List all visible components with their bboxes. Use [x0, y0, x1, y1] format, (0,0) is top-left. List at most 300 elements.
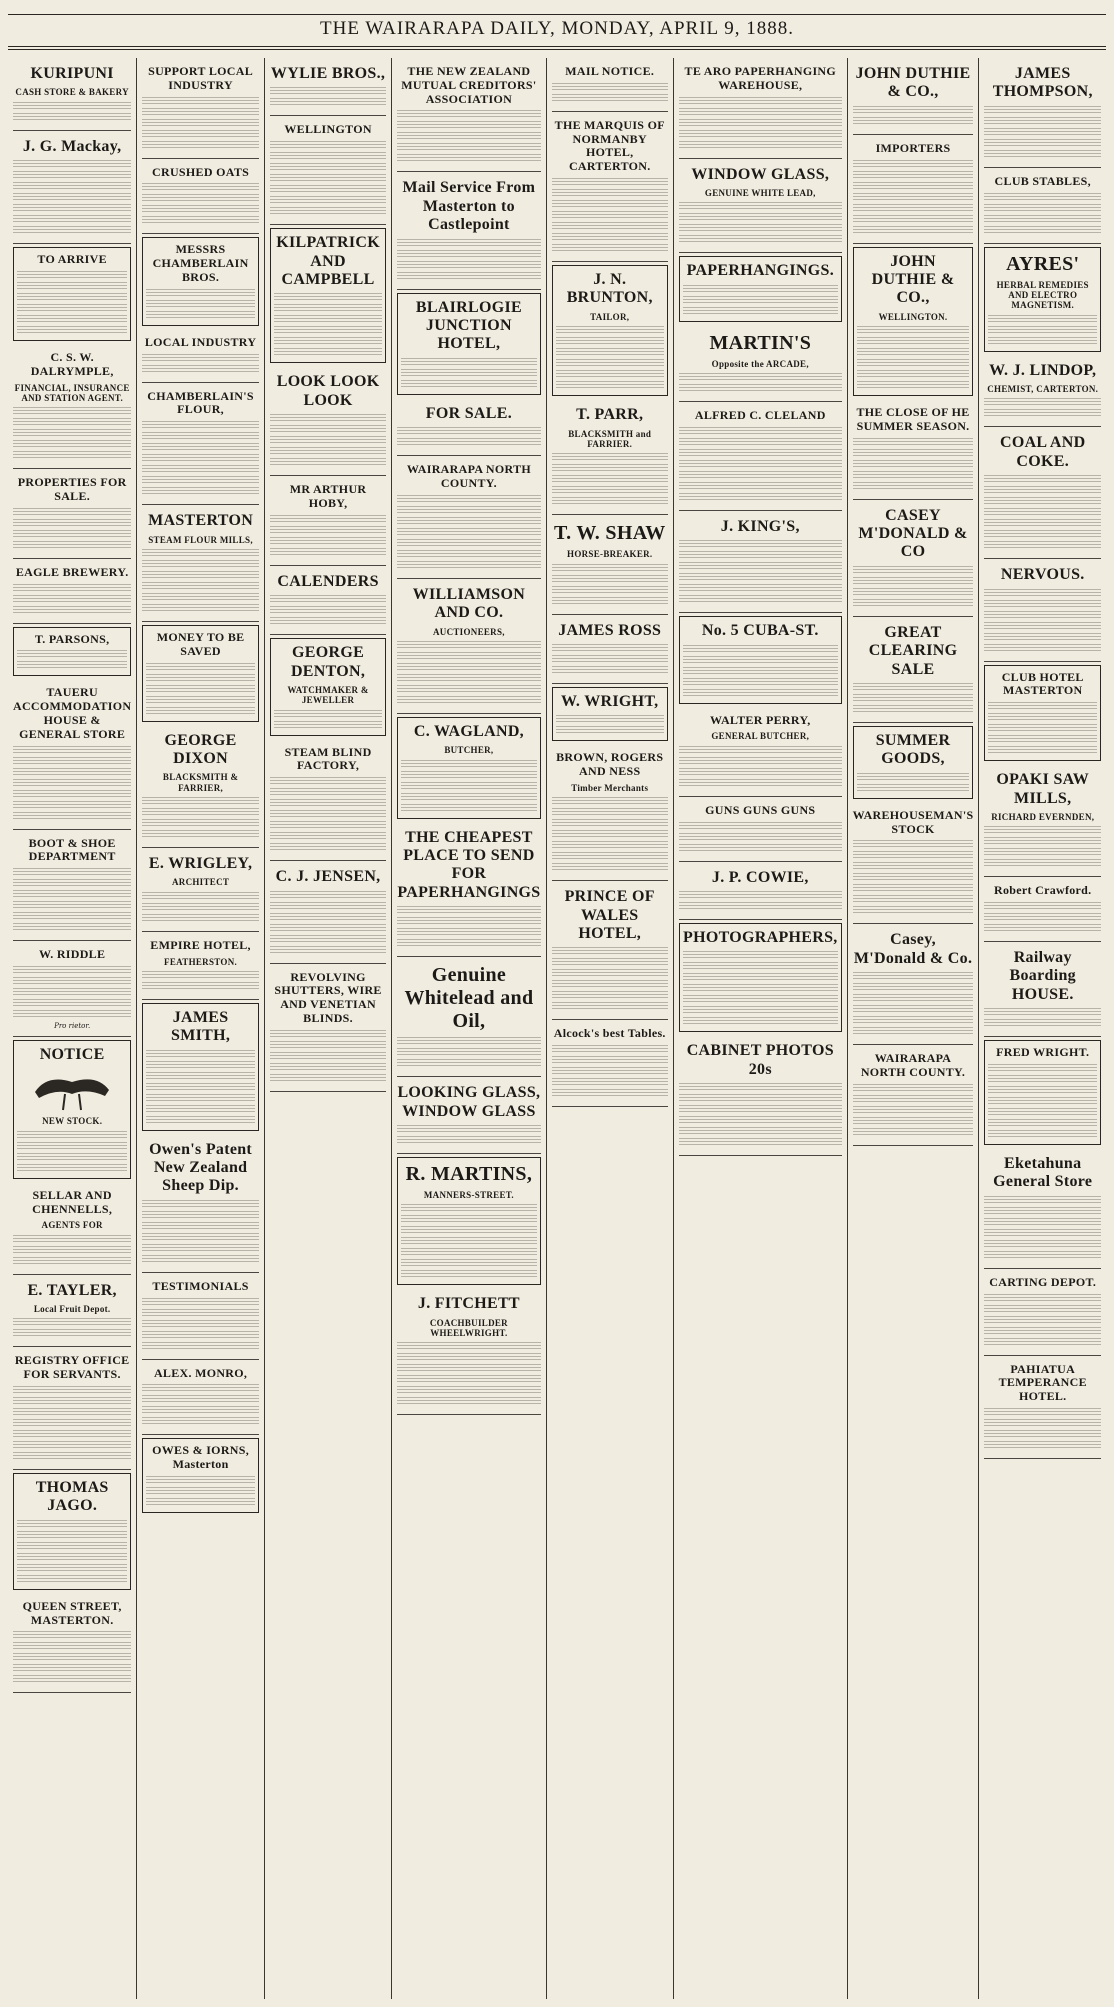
advertisement-headline: PAHIATUA TEMPERANCE HOTEL. — [998, 1361, 1087, 1404]
advertisement-body-text — [853, 226, 974, 235]
advertisement-body-text — [679, 213, 842, 222]
advertisement-body-text — [142, 97, 259, 106]
advertisement — [984, 764, 1101, 877]
advertisement-body-text — [401, 1270, 536, 1279]
advertisement-body-text — [552, 244, 669, 253]
advertisement-body-text — [984, 486, 1101, 495]
advertisement — [270, 116, 387, 225]
advertisement-body-text — [679, 562, 842, 571]
advertisement-body-text — [984, 589, 1101, 598]
advertisement-body-text — [853, 1106, 974, 1115]
advertisement-body-text — [552, 1078, 669, 1087]
advertisement — [984, 1148, 1101, 1269]
advertisement-headline: EAGLE BREWERY. — [15, 564, 129, 579]
advertisement-subheading: STEAM FLOUR MILLS, — [148, 534, 253, 545]
advertisement-body-text — [13, 451, 131, 460]
advertisement-body-text — [397, 550, 540, 559]
advertisement-body-text — [984, 1196, 1101, 1205]
advertisement-headline: JAMES ROSS — [558, 621, 662, 639]
advertisement-headline: TESTIMONIALS — [152, 1278, 249, 1293]
advertisement-body-text — [270, 946, 387, 955]
advertisement-body-text — [552, 222, 669, 231]
advertisement-body-text — [683, 645, 838, 654]
advertisement-body-text — [142, 797, 259, 806]
advertisement-body-text — [679, 1116, 842, 1125]
advertisement-headline: GEORGE DENTON, — [290, 644, 366, 680]
advertisement — [552, 515, 669, 614]
advertisement-body-text — [270, 458, 387, 467]
advertisement-body-text — [853, 994, 974, 1003]
advertisement-body-text — [146, 663, 255, 672]
advertisement-headline: No. 5 CUBA-ST. — [701, 622, 819, 640]
advertisement-body-text — [13, 1419, 131, 1428]
advertisement-body-text — [984, 1207, 1101, 1216]
advertisement-body-text — [679, 844, 842, 853]
advertisement-body-text — [984, 826, 1101, 835]
advertisement-body-text — [857, 381, 970, 390]
advertisement — [13, 830, 131, 942]
advertisement-body-text — [853, 566, 974, 575]
advertisement-subheading: CASH STORE & BAKERY — [15, 87, 129, 98]
advertisement-body-text — [552, 189, 669, 198]
advertisement-body-text — [984, 398, 1101, 407]
advertisement-body-text — [853, 694, 974, 703]
advertisement-body-text — [853, 577, 974, 586]
advertisement-body-text — [270, 414, 387, 423]
advertisement-body-text — [142, 830, 259, 839]
advertisement — [142, 58, 259, 159]
advertisement-headline: SUPPORT LOCAL INDUSTRY — [148, 64, 254, 92]
advertisement-body-text — [679, 97, 842, 106]
advertisement-subheading: COACHBUILDER WHEELWRIGHT. — [429, 1317, 508, 1338]
advertisement — [13, 131, 131, 244]
advertisement-body-text — [17, 315, 127, 324]
advertisement-body-text — [270, 788, 387, 797]
advertisement-body-text — [984, 633, 1101, 642]
advertisement-body-text — [984, 600, 1101, 609]
advertisement-body-text — [984, 1338, 1101, 1347]
advertisement-body-text — [142, 1200, 259, 1209]
advertisement — [552, 58, 669, 112]
advertisement-body-text — [397, 495, 540, 504]
advertisement-body-text — [988, 1119, 1097, 1128]
advertisement-body-text — [270, 436, 387, 445]
advertisement-headline: JAMES THOMPSON, — [992, 65, 1093, 101]
advertisement-headline: R. MARTINS, — [405, 1162, 533, 1185]
advertisement-body-text — [984, 150, 1101, 159]
advertisement-body-text — [142, 1211, 259, 1220]
advertisement-body-text — [142, 454, 259, 463]
advertisement-body-text — [142, 593, 259, 602]
advertisement-body-text — [146, 696, 255, 705]
advertisement-body-text — [988, 1130, 1097, 1139]
advertisement-body-text — [274, 326, 383, 335]
advertisement-body-text — [853, 482, 974, 491]
advertisement-subheading: CHEMIST, CARTERTON. — [987, 384, 1099, 394]
advertisement-body-text — [17, 1520, 127, 1529]
advertisement-body-text — [397, 110, 540, 119]
advertisement-body-text — [397, 272, 540, 281]
advertisement-body-text — [853, 182, 974, 191]
advertisement-body-text — [270, 207, 387, 216]
advertisement-body-text — [270, 526, 387, 535]
top-rule — [8, 14, 1106, 15]
advertisement-body-text — [401, 1259, 536, 1268]
advertisement-body-text — [679, 1105, 842, 1114]
advertisement-headline: TE ARO PAPERHANGING WAREHOUSE, — [684, 64, 837, 92]
advertisement-body-text — [270, 425, 387, 434]
advertisement-headline: C. S. W. DALRYMPLE, — [30, 349, 114, 378]
advertisement-body-text — [679, 460, 842, 469]
advertisement-headline: STEAM BLIND FACTORY, — [284, 744, 372, 773]
advertisement-body-text — [556, 337, 665, 346]
advertisement-body-text — [142, 487, 259, 496]
advertisement-body-text — [679, 573, 842, 582]
advertisement-body-text — [13, 801, 131, 810]
advertisement-body-text — [142, 205, 259, 214]
advertisement-body-text — [857, 348, 970, 357]
advertisement-body-text — [146, 1072, 255, 1081]
advertisement-body-text — [853, 1016, 974, 1025]
advertisement-body-text — [13, 215, 131, 224]
advertisement-body-text — [552, 1045, 669, 1054]
advertisement — [679, 862, 842, 920]
advertisement-headline: ALFRED C. CLELAND — [694, 408, 826, 423]
advertisement-body-text — [397, 1397, 540, 1406]
advertisement-body-text — [853, 851, 974, 860]
advertisement-body-text — [853, 117, 974, 126]
advertisement-body-text — [146, 1116, 255, 1125]
advertisement-body-text — [270, 548, 387, 557]
advertisement-body-text — [853, 1117, 974, 1126]
advertisement-body-text — [857, 784, 970, 793]
advertisement-body-text — [270, 913, 387, 922]
advertisement-body-text — [270, 821, 387, 830]
advertisement-headline: EMPIRE HOTEL, — [150, 937, 251, 952]
advertisement-body-text — [17, 304, 127, 313]
advertisement-headline: GUNS GUNS GUNS — [705, 802, 816, 817]
advertisement-body-text — [397, 1375, 540, 1384]
advertisement-headline: WINDOW GLASS, — [691, 165, 830, 183]
advertisement — [397, 456, 540, 579]
advertisement-body-text — [397, 506, 540, 515]
advertisement-headline: W. WRIGHT, — [561, 692, 659, 710]
advertisement — [679, 511, 842, 613]
advertisement-body-text — [142, 354, 259, 363]
advertisement-body-text — [679, 482, 842, 491]
advertisement-body-text — [984, 1316, 1101, 1325]
advertisement-headline: C. WAGLAND, — [413, 722, 524, 740]
advertisement-body-text — [146, 1476, 255, 1485]
advertisement-body-text — [397, 1136, 540, 1145]
advertisement-body-text — [13, 912, 131, 921]
advertisement-body-text — [13, 901, 131, 910]
advertisement-body-text — [552, 486, 669, 495]
advertisement-body-text — [397, 685, 540, 694]
advertisement-body-text — [397, 1037, 540, 1046]
advertisement-body-text — [984, 409, 1101, 418]
advertisement-body-text — [679, 108, 842, 117]
advertisement — [853, 500, 974, 617]
advertisement-body-text — [13, 541, 131, 550]
advertisement-body-text — [146, 674, 255, 683]
advertisement-body-text — [679, 202, 842, 211]
advertisement-body-text — [142, 1309, 259, 1318]
advertisement-subheading: BLACKSMITH & FARRIER, — [162, 772, 239, 793]
advertisement — [552, 265, 669, 396]
advertisement-body-text — [142, 819, 259, 828]
advertisement-headline: FRED WRIGHT. — [996, 1045, 1090, 1060]
advertisement-body-text — [984, 837, 1101, 846]
advertisement — [13, 559, 131, 624]
advertisement-body-text — [853, 705, 974, 714]
advertisement-headline: MR ARTHUR HOBY, — [289, 482, 367, 510]
advertisement-body-text — [683, 984, 838, 993]
advertisement-headline: E. WRIGLEY, — [148, 854, 253, 872]
advertisement — [142, 505, 259, 622]
advertisement — [397, 822, 540, 958]
advertisement-body-text — [142, 903, 259, 912]
advertisement-body-text — [988, 315, 1097, 324]
advertisement — [984, 1040, 1101, 1145]
advertisement — [984, 1269, 1101, 1356]
advertisement-body-text — [552, 453, 669, 462]
advertisement-body-text — [13, 418, 131, 427]
advertisement-body-text — [988, 746, 1097, 755]
advertisement — [397, 172, 540, 289]
advertisement — [270, 58, 387, 116]
advertisement-body-text — [13, 999, 131, 1008]
advertisement-body-text — [397, 1386, 540, 1395]
advertisement-body-text — [984, 508, 1101, 517]
advertisement-body-text — [142, 130, 259, 139]
advertisement-body-text — [17, 1153, 127, 1162]
advertisement-body-text — [683, 1006, 838, 1015]
advertisement-body-text — [853, 438, 974, 447]
advertisement-body-text — [270, 810, 387, 819]
advertisement-body-text — [270, 1074, 387, 1083]
advertisement-body-text — [274, 337, 383, 346]
advertisement-body-text — [679, 1083, 842, 1092]
advertisement — [142, 848, 259, 932]
advertisement-subheading: MANNERS-STREET. — [423, 1189, 514, 1200]
advertisement-body-text — [142, 443, 259, 452]
advertisement — [853, 802, 974, 925]
advertisement-subheading: TAILOR, — [590, 311, 630, 322]
advertisement-body-text — [853, 906, 974, 915]
advertisement-body-text — [17, 271, 127, 280]
advertisement — [984, 877, 1101, 942]
advertisement-body-text — [397, 939, 540, 948]
advertisement-body-text — [146, 300, 255, 309]
advertisement-body-text — [984, 1408, 1101, 1417]
advertisement-body-text — [142, 1320, 259, 1329]
advertisement-body-text — [556, 715, 665, 724]
advertisement-body-text — [270, 1041, 387, 1050]
advertisement-body-text — [984, 475, 1101, 484]
advertisement-body-text — [853, 683, 974, 692]
advertisement-body-text — [13, 790, 131, 799]
advertisement-body-text — [401, 1248, 536, 1257]
advertisement-headline: Railway Boarding HOUSE. — [1009, 949, 1076, 1003]
advertisement-subheading: AGENTS FOR — [41, 1220, 103, 1231]
advertisement-body-text — [552, 178, 669, 187]
advertisement-body-text — [142, 216, 259, 225]
advertisement-body-text — [984, 859, 1101, 868]
advertisement-body-text — [988, 724, 1097, 733]
advertisement-body-text — [988, 702, 1097, 711]
advertisement-headline: THE CLOSE OF HE SUMMER SEASON. — [856, 405, 970, 433]
advertisement-body-text — [679, 768, 842, 777]
advertisement-headline: OWES & IORNS, Masterton — [152, 1443, 250, 1472]
advertisement-body-text — [142, 604, 259, 613]
advertisement-body-text — [270, 1063, 387, 1072]
advertisement — [13, 1347, 131, 1470]
advertisement-body-text — [556, 348, 665, 357]
advertisement-body-text — [397, 696, 540, 705]
advertisement-body-text — [853, 972, 974, 981]
advertisement-body-text — [13, 1257, 131, 1266]
advertisement-body-text — [142, 108, 259, 117]
advertisement-body-text — [142, 1417, 259, 1426]
advertisement-body-text — [142, 892, 259, 901]
advertisement-body-text — [988, 1108, 1097, 1117]
advertisement-body-text — [142, 1395, 259, 1404]
advertisement-headline: WAIRARAPA NORTH COUNTY. — [406, 462, 532, 490]
advertisement — [13, 1275, 131, 1348]
advertisement-body-text — [146, 1083, 255, 1092]
advertisement-body-text — [552, 586, 669, 595]
advertisement-body-text — [988, 1097, 1097, 1106]
advertisement-headline: MARTIN'S — [709, 331, 812, 354]
advertisement-body-text — [397, 1342, 540, 1351]
advertisement-body-text — [853, 1005, 974, 1014]
advertisement-headline: MASTERTON — [148, 512, 254, 530]
advertisement-body-text — [13, 519, 131, 528]
advertisement-body-text — [13, 966, 131, 975]
advertisement-body-text — [13, 1675, 131, 1684]
advertisement-headline: BLAIRLOGIE JUNCTION HOTEL, — [415, 298, 522, 353]
advertisement-body-text — [853, 215, 974, 224]
advertisement — [679, 325, 842, 402]
advertisement-body-text — [853, 1095, 974, 1104]
advertisement — [984, 427, 1101, 559]
advertisement-body-text — [17, 661, 127, 670]
advertisement-body-text — [13, 988, 131, 997]
advertisement-body-text — [13, 193, 131, 202]
advertisement-subheading: WELLINGTON. — [878, 311, 948, 322]
advertisement-body-text — [853, 884, 974, 893]
advertisement-body-text — [270, 935, 387, 944]
advertisement — [270, 366, 387, 476]
advertisement-body-text — [853, 873, 974, 882]
advertisement-headline: JOHN DUTHIE & CO., — [855, 65, 971, 101]
advertisement-body-text — [552, 644, 669, 653]
advertisement-subheading: AUCTIONEERS, — [432, 626, 505, 637]
advertisement-headline: CRUSHED OATS — [152, 164, 250, 179]
advertisement-body-text — [679, 438, 842, 447]
advertisement — [552, 615, 669, 684]
advertisement-body-text — [984, 1251, 1101, 1260]
advertisement-body-text — [142, 914, 259, 923]
advertisement-body-text — [142, 982, 259, 991]
advertisement-body-text — [270, 163, 387, 172]
advertisement-body-text — [142, 1222, 259, 1231]
advertisement-body-text — [552, 819, 669, 828]
advertisement — [679, 256, 842, 321]
advertisement-headline: C. J. JENSEN, — [275, 868, 381, 886]
advertisement-body-text — [857, 370, 970, 379]
advertisement-body-text — [853, 1084, 974, 1093]
advertisement — [679, 58, 842, 159]
advertisement-body-text — [552, 200, 669, 209]
advertisement-body-text — [397, 641, 540, 650]
advertisement-body-text — [142, 582, 259, 591]
advertisement-body-text — [552, 991, 669, 1000]
advertisement-body-text — [552, 1056, 669, 1065]
advertisement-body-text — [270, 595, 387, 604]
advertisement-body-text — [397, 652, 540, 661]
advertisement-body-text — [274, 348, 383, 357]
advertisement-body-text — [984, 215, 1101, 224]
advertisement-body-text — [270, 924, 387, 933]
advertisement-body-text — [552, 475, 669, 484]
advertisement-subheading: BLACKSMITH and FARRIER. — [568, 428, 652, 449]
advertisement-body-text — [13, 1664, 131, 1673]
advertisement-body-text — [552, 947, 669, 956]
advertisement-body-text — [984, 1008, 1101, 1017]
advertisement-body-text — [988, 1086, 1097, 1095]
advertisement-body-text — [142, 365, 259, 374]
advertisement-body-text — [142, 808, 259, 817]
advertisement-body-text — [17, 1131, 127, 1140]
advertisement-body-text — [13, 440, 131, 449]
advertisement-body-text — [142, 549, 259, 558]
advertisement-headline: THE NEW ZEALAND MUTUAL CREDITORS' ASSOCIATION — [401, 64, 537, 106]
advertisement-headline: Robert Crawford. — [994, 883, 1092, 898]
advertisement-body-text — [683, 962, 838, 971]
advertisement-body-text — [552, 564, 669, 573]
advertisement-body-text — [683, 307, 838, 316]
advertisement-body-text — [679, 1127, 842, 1136]
advertisement-headline: TAUERU ACCOMMODATION HOUSE & GENERAL STORE — [13, 685, 132, 741]
advertisement — [142, 625, 259, 722]
advertisement — [397, 58, 540, 172]
advertisement-body-text — [552, 969, 669, 978]
advertisement-body-text — [270, 447, 387, 456]
advertisement — [13, 1593, 131, 1694]
advertisement-body-text — [679, 141, 842, 150]
advertisement-headline: COAL AND COKE. — [999, 434, 1086, 470]
advertisement-body-text — [397, 1364, 540, 1373]
advertisement-body-text — [984, 644, 1101, 653]
advertisement-body-text — [142, 1298, 259, 1307]
advertisement-body-text — [397, 121, 540, 130]
advertisement-body-text — [13, 530, 131, 539]
advertisement-body-text — [13, 1235, 131, 1244]
advertisement-headline: MONEY TO BE SAVED — [156, 629, 245, 658]
advertisement-body-text — [142, 183, 259, 192]
advertisement — [142, 1438, 259, 1513]
advertisement — [679, 402, 842, 511]
advertisement-body-text — [142, 971, 259, 980]
advertisement-body-text — [142, 119, 259, 128]
advertisement-body-text — [552, 497, 669, 506]
advertisement-body-text — [17, 282, 127, 291]
advertisement-headline: PHOTOGRAPHERS, — [683, 928, 838, 946]
advertisement-headline: J. KING'S, — [720, 517, 800, 535]
advertisement-body-text — [17, 1142, 127, 1151]
